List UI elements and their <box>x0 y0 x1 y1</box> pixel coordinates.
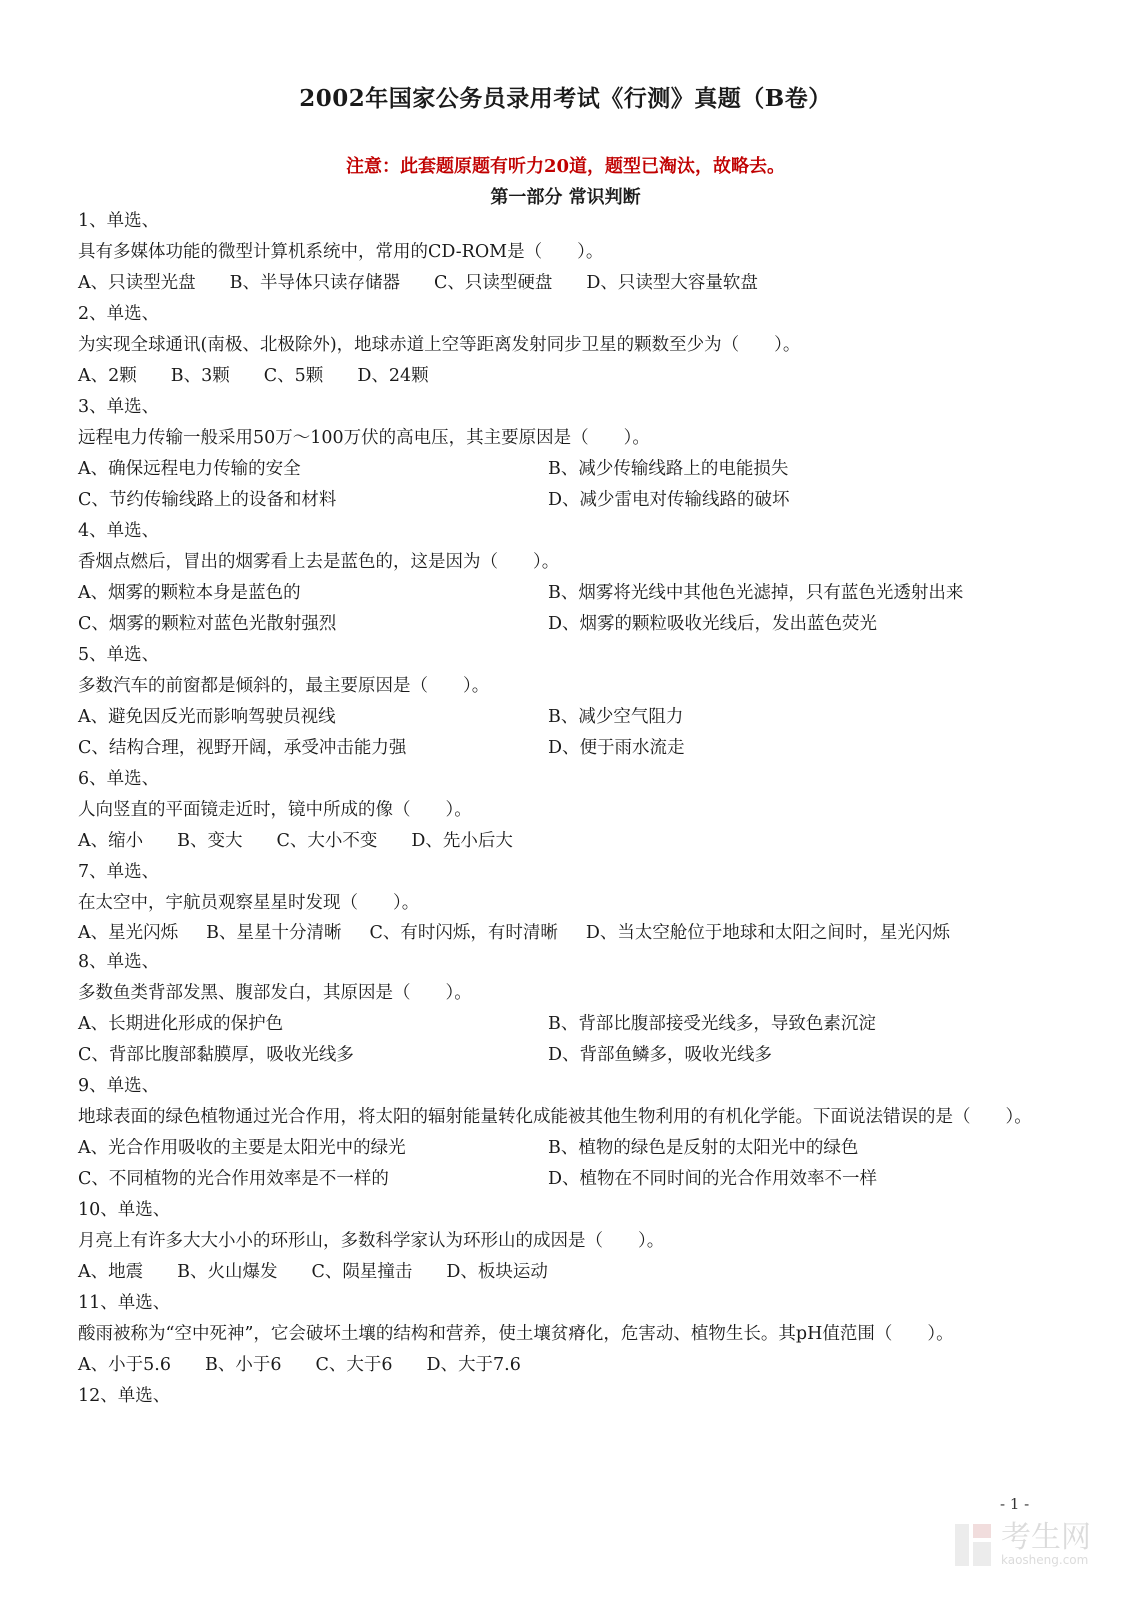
question-type: 8、单选、 <box>78 952 160 972</box>
question-type: 5、单选、 <box>78 645 160 665</box>
answer-option: C、陨星撞击 <box>311 1262 413 1282</box>
answer-option: D、减少雷电对传输线路的破坏 <box>548 490 790 510</box>
question-stem: 人向竖直的平面镜走近时，镜中所成的像（ ）。 <box>78 800 472 820</box>
document-title: 2002年国家公务员录用考试《行测》真题（B卷） <box>299 85 832 112</box>
answer-option: B、植物的绿色是反射的太阳光中的绿色 <box>548 1138 859 1158</box>
question-item <box>78 206 1043 299</box>
answer-option: B、减少传输线路上的电能损失 <box>548 459 789 479</box>
answer-option: C、只读型硬盘 <box>434 273 553 293</box>
question-item <box>78 764 1043 857</box>
notice-text: 注意：此套题原题有听力20道，题型已淘汰，故略去。 <box>345 156 786 177</box>
watermark-text: 考生网 <box>1001 1520 1091 1555</box>
question-type: 11、单选、 <box>78 1293 171 1313</box>
answer-option: D、只读型大容量软盘 <box>586 273 758 293</box>
answer-option: A、只读型光盘 <box>78 273 196 293</box>
answer-option: A、长期进化形成的保护色 <box>78 1014 284 1034</box>
question-list <box>78 206 1043 1412</box>
option-list <box>78 702 1043 764</box>
question-item <box>78 640 1043 764</box>
question-stem: 多数汽车的前窗都是倾斜的，最主要原因是（ ）。 <box>78 676 490 696</box>
question-type: 1、单选、 <box>78 211 160 231</box>
answer-option: B、背部比腹部接受光线多，导致色素沉淀 <box>548 1014 876 1034</box>
answer-option: C、5颗 <box>263 366 324 386</box>
option-list <box>78 1257 1043 1288</box>
answer-option: A、2颗 <box>78 366 137 386</box>
answer-option: D、当太空舱位于地球和太阳之间时，星光闪烁 <box>585 923 950 943</box>
answer-option: C、背部比腹部黏膜厚，吸收光线多 <box>78 1045 354 1065</box>
question-stem: 多数鱼类背部发黑、腹部发白，其原因是（ ）。 <box>78 983 472 1003</box>
answer-option: A、缩小 <box>78 831 144 851</box>
question-stem: 在太空中，宇航员观察星星时发现（ ）。 <box>78 893 420 913</box>
question-stem: 月亮上有许多大大小小的环形山，多数科学家认为环形山的成因是（ ）。 <box>78 1231 665 1251</box>
option-list <box>78 919 1043 947</box>
option-list <box>78 268 1043 299</box>
question-stem: 远程电力传输一般采用50万～100万伏的高电压，其主要原因是（ ）。 <box>78 428 650 448</box>
question-type: 12、单选、 <box>78 1386 171 1406</box>
question-type: 7、单选、 <box>78 862 160 882</box>
answer-option: D、24颗 <box>357 366 429 386</box>
question-item <box>78 1381 1043 1412</box>
answer-option: A、烟雾的颗粒本身是蓝色的 <box>78 583 301 603</box>
watermark-logo-icon <box>953 1520 993 1570</box>
answer-option: C、节约传输线路上的设备和材料 <box>78 490 337 510</box>
answer-option: A、光合作用吸收的主要是太阳光中的绿光 <box>78 1138 406 1158</box>
answer-option: D、大于7.6 <box>426 1355 521 1375</box>
answer-option: A、确保远程电力传输的安全 <box>78 459 301 479</box>
question-type: 10、单选、 <box>78 1200 171 1220</box>
answer-option: B、减少空气阻力 <box>548 707 684 727</box>
question-item <box>78 516 1043 640</box>
answer-option: C、不同植物的光合作用效率是不一样的 <box>78 1169 389 1189</box>
answer-option: B、小于6 <box>204 1355 282 1375</box>
question-item <box>78 299 1043 392</box>
question-item <box>78 857 1043 947</box>
question-stem: 地球表面的绿色植物通过光合作用，将太阳的辐射能量转化成能被其他生物利用的有机化学能。下面说法错误的是（ ）。 <box>78 1107 1032 1127</box>
option-list <box>78 361 1043 392</box>
question-stem: 香烟点燃后，冒出的烟雾看上去是蓝色的，这是因为（ ）。 <box>78 552 560 572</box>
answer-option: B、3颗 <box>170 366 230 386</box>
option-list <box>78 1350 1043 1381</box>
answer-option: B、变大 <box>177 831 243 851</box>
answer-option: A、小于5.6 <box>78 1355 171 1375</box>
question-type: 2、单选、 <box>78 304 160 324</box>
answer-option: B、星星十分清晰 <box>206 923 342 943</box>
answer-option: D、板块运动 <box>446 1262 548 1282</box>
answer-option: C、结构合理，视野开阔，承受冲击能力强 <box>78 738 407 758</box>
answer-option: C、烟雾的颗粒对蓝色光散射强烈 <box>78 614 337 634</box>
question-type: 6、单选、 <box>78 769 160 789</box>
answer-option: A、地震 <box>78 1262 144 1282</box>
option-list <box>78 454 1043 516</box>
option-list <box>78 826 1043 857</box>
watermark <box>953 1520 1091 1570</box>
option-list <box>78 578 1043 640</box>
question-stem: 为实现全球通讯(南极、北极除外)，地球赤道上空等距离发射同步卫星的颗数至少为（ ）。 <box>78 335 801 355</box>
question-type: 3、单选、 <box>78 397 160 417</box>
answer-option: B、烟雾将光线中其他色光滤掉，只有蓝色光透射出来 <box>548 583 964 603</box>
question-type: 9、单选、 <box>78 1076 160 1096</box>
answer-option: B、半导体只读存储器 <box>229 273 401 293</box>
question-item <box>78 392 1043 516</box>
answer-option: B、火山爆发 <box>177 1262 278 1282</box>
answer-option: D、植物在不同时间的光合作用效率不一样 <box>548 1169 878 1189</box>
question-stem: 具有多媒体功能的微型计算机系统中，常用的CD-ROM是（ ）。 <box>78 242 604 262</box>
answer-option: A、星光闪烁 <box>78 923 179 943</box>
section-heading: 第一部分 常识判断 <box>490 187 641 208</box>
question-item <box>78 1288 1043 1381</box>
answer-option: C、大小不变 <box>276 831 378 851</box>
question-item <box>78 1195 1043 1288</box>
answer-option: D、先小后大 <box>411 831 513 851</box>
question-type: 4、单选、 <box>78 521 160 541</box>
option-list <box>78 1009 1043 1071</box>
option-list <box>78 1133 1043 1195</box>
answer-option: D、烟雾的颗粒吸收光线后，发出蓝色荧光 <box>548 614 878 634</box>
page-number: - 1 - <box>1000 1495 1030 1513</box>
question-item <box>78 947 1043 1071</box>
question-item <box>78 1071 1043 1195</box>
answer-option: A、避免因反光而影响驾驶员视线 <box>78 707 336 727</box>
answer-option: D、便于雨水流走 <box>548 738 685 758</box>
answer-option: C、有时闪烁，有时清晰 <box>369 923 558 943</box>
watermark-url: kaosheng.com <box>1001 1553 1089 1567</box>
answer-option: C、大于6 <box>315 1355 393 1375</box>
question-stem: 酸雨被称为“空中死神”，它会破坏土壤的结构和营养，使土壤贫瘠化，危害动、植物生长。其pH值范围（ ）。 <box>78 1324 954 1344</box>
answer-option: D、背部鱼鳞多，吸收光线多 <box>548 1045 773 1065</box>
